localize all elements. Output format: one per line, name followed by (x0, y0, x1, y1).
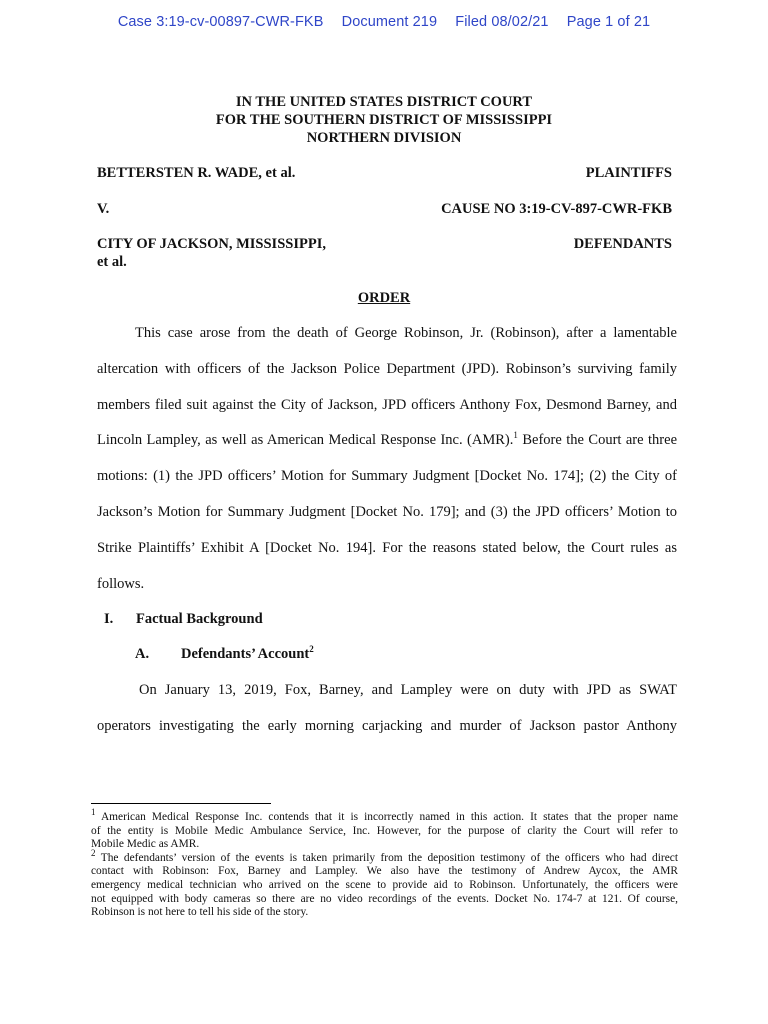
footnote-1-marker: 1 (91, 807, 96, 818)
intro-line: This case arose from the death of George Robinson, Jr. (Robinson), after a lamentable (135, 325, 677, 341)
intro-line: members filed suit against the City of Jackson, JPD officers Anthony Fox, Desmond Barney, and (97, 396, 677, 413)
defendant-name (97, 235, 326, 271)
footnote-ref-2[interactable]: 2 (309, 644, 314, 655)
footnote-1 (91, 807, 679, 852)
footnote-line: not equipped with body cameras so there are no video recordings of the events. Docket No. 174-7 at 121. Of course, (91, 892, 678, 905)
footnote-line (91, 847, 678, 866)
subsection-letter: A. (135, 646, 150, 662)
defendant-line-1: CITY OF JACKSON, MISSISSIPPI, (97, 236, 326, 252)
ecf-header-stamp (0, 14, 768, 30)
case-number: Case 3:19-cv-00897-CWR-FKB (117, 14, 324, 30)
section-heading (104, 611, 263, 628)
filed-date: Filed 08/02/21 (455, 14, 549, 30)
footnote-separator (91, 803, 271, 804)
court-line-3: NORTHERN DIVISION (306, 130, 462, 146)
defendant-role: DEFENDANTS (573, 236, 672, 252)
court-line-2: FOR THE SOUTHERN DISTRICT OF MISSISSIPPI (215, 112, 553, 128)
subsection-title-wrap (181, 646, 314, 663)
footnote-2 (91, 847, 678, 920)
intro-line: follows. (97, 575, 145, 592)
footnote-line: emergency medical technician who arrived on the scene to provide aid to Robinson. Unfortunately, the officers were (91, 878, 678, 891)
document-number: Document 219 (341, 14, 438, 30)
intro-line-4-text: Lincoln Lampley, as well as American Medical Response Inc. (AMR). (97, 432, 514, 449)
footnote-line: contact with Robinson: Fox, Barney and Lampley. We also have the testimony of Andrew Aycox, the AMR (91, 865, 678, 878)
intro-paragraph (97, 316, 677, 602)
section-number: I. (104, 611, 114, 627)
cause-number: CAUSE NO 3:19-CV-897-CWR-FKB (441, 201, 672, 217)
subsection-heading (135, 644, 314, 663)
footnote-line: of the entity is Mobile Medic Ambulance Service, Inc. However, for the purpose of clarity the Court will refer to (91, 824, 678, 837)
versus: V. (97, 201, 110, 217)
account-line: operators investigating the early morning carjacking and murder of Jackson pastor Anthony (97, 717, 677, 734)
section-title: Factual Background (136, 611, 263, 627)
intro-line: motions: (1) the JPD officers’ Motion for Summary Judgment [Docket No. 174]; (2) the City of (97, 468, 677, 485)
intro-line: altercation with officers of the Jackson Police Department (JPD). Robinson’s surviving family (97, 360, 677, 377)
order-title: ORDER (357, 290, 411, 306)
court-line-1: IN THE UNITED STATES DISTRICT COURT (235, 94, 533, 110)
account-line: On January 13, 2019, Fox, Barney, and Lampley were on duty with JPD as SWAT (139, 682, 677, 698)
intro-line (97, 423, 677, 459)
footnote-2-marker: 2 (91, 847, 96, 858)
footnote-1-text: American Medical Response Inc. contends that it is incorrectly named in this action. It states that the proper name (100, 811, 679, 823)
footnote-ref-1[interactable]: 1 (513, 430, 518, 441)
plaintiff-name: BETTERSTEN R. WADE, et al. (97, 165, 296, 181)
subsection-title: Defendants’ Account (181, 646, 310, 662)
footnote-line (91, 807, 679, 825)
intro-line-4-tail: Before the Court are three (517, 432, 678, 449)
footnotes (91, 807, 679, 920)
footnote-2-text: The defendants’ version of the events is taken primarily from the deposition testimony of the officers who had direct (100, 851, 678, 864)
account-paragraph (97, 673, 677, 745)
page-number: Page 1 of 21 (566, 14, 651, 30)
footnote-line: Mobile Medic as AMR. (91, 838, 200, 851)
intro-line: Jackson’s Motion for Summary Judgment [Docket No. 179]; and (3) the JPD officers’ Motion to (97, 503, 677, 520)
defendant-line-2: et al. (97, 254, 127, 270)
plaintiff-role: PLAINTIFFS (585, 165, 672, 181)
court-heading (0, 93, 768, 147)
footnote-line: Robinson is not here to tell his side of the story. (91, 906, 309, 919)
intro-line: Strike Plaintiffs’ Exhibit A [Docket No. 194]. For the reasons stated below, the Court rules as (97, 539, 677, 556)
